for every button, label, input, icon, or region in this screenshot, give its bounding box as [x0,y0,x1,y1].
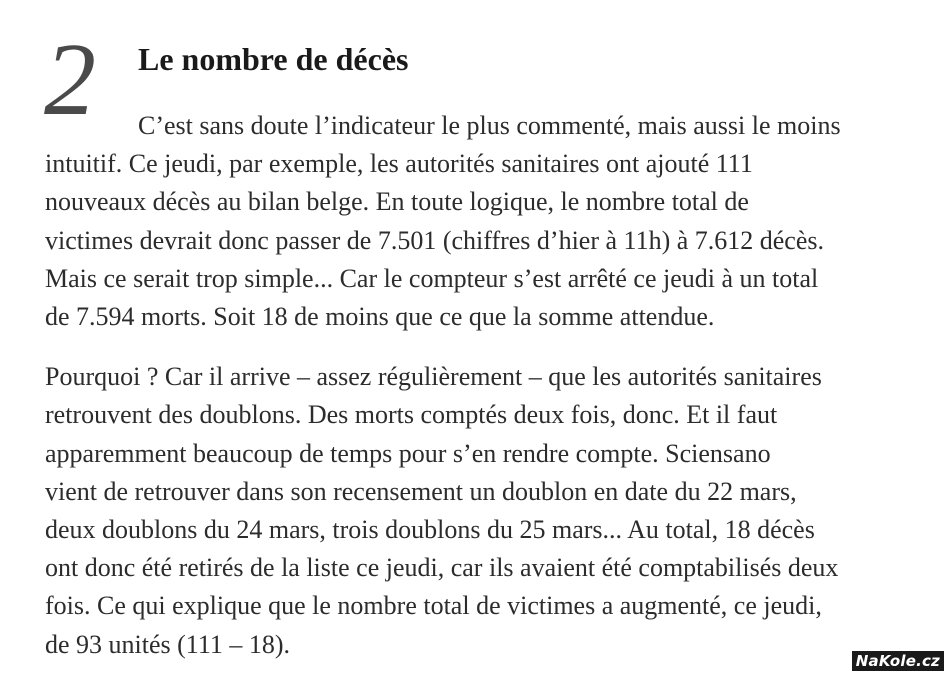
paragraph-1-line: intuitif. Ce jeudi, par exemple, les autorités sanitaires ont ajouté 111 [45,149,753,179]
paragraph-2-line: Pourquoi ? Car il arrive – assez régulièrement – que les autorités sanitaires [45,362,822,392]
paragraph-1-line: C’est sans doute l’indicateur le plus commenté, mais aussi le moins [138,111,841,140]
section-title: Le nombre de décès [138,41,409,77]
paragraph-1-line: Mais ce serait trop simple... Car le compteur s’est arrêté ce jeudi à un total [45,263,819,293]
watermark: NaKole.cz [852,651,944,671]
paragraph-1-line: de 7.594 morts. Soit 18 de moins que ce que la somme attendue. [45,302,715,332]
paragraph-2-line: ont donc été retirés de la liste ce jeudi, car ils avaient été comptabilisés deux [45,553,839,583]
paragraph-1-line: victimes devrait donc passer de 7.501 (chiffres d’hier à 11h) à 7.612 décès. [45,225,825,255]
paragraph-2-line: fois. Ce qui explique que le nombre total de victimes a augmenté, ce jeudi, [45,591,822,621]
paragraph-2-line: de 93 unités (111 – 18). [45,629,291,659]
paragraph-1-line: nouveaux décès au bilan belge. En toute logique, le nombre total de [45,187,749,217]
paragraph-gap [45,336,915,358]
article-body [45,107,915,664]
paragraph-2-line: retrouvent des doublons. Des morts comptés deux fois, donc. Et il faut [45,400,778,430]
paragraph-2-line: apparemment beaucoup de temps pour s’en rendre compte. Sciensano [45,438,771,468]
paragraph-2-line: deux doublons du 24 mars, trois doublons du 25 mars... Au total, 18 décès [45,515,815,545]
paragraph-2-line: vient de retrouver dans son recensement un doublon en date du 22 mars, [45,476,797,506]
section-number: 2 [44,22,96,137]
